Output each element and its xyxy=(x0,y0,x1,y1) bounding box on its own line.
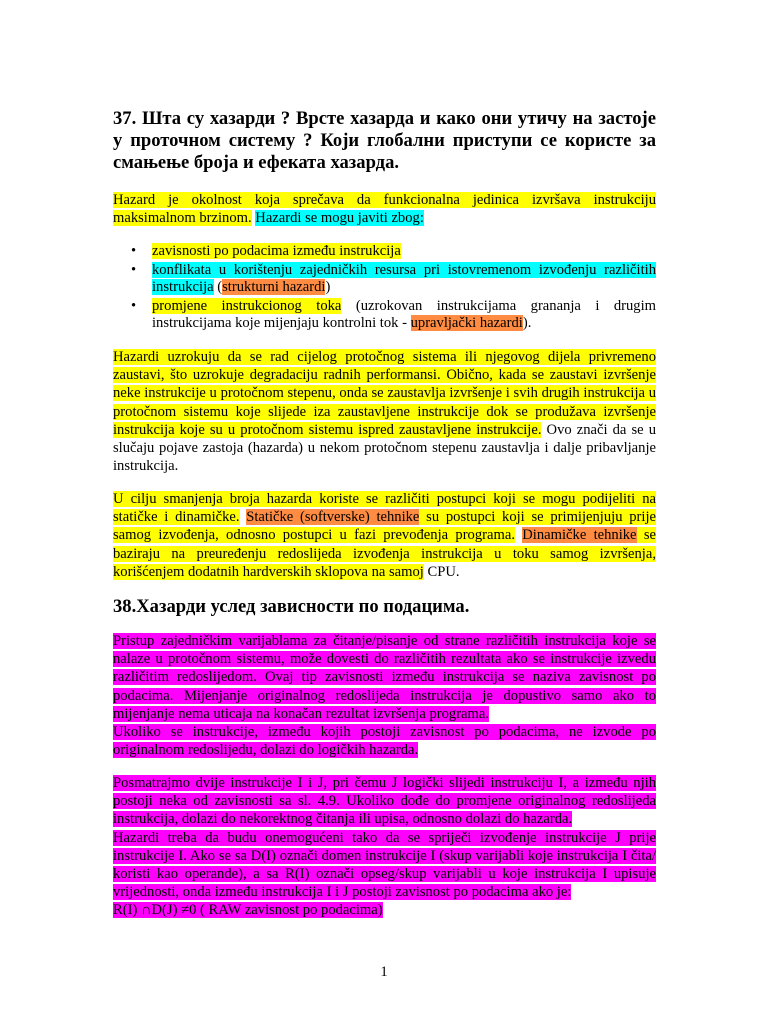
list-item: • promjene instrukcionog toka (uzrokovan instrukcijama grananja i drugim instrukcijama koje mijenjaju kontrolni tok - upravljački hazardi). xyxy=(131,297,656,331)
section-38-title: 38.Хазарди услед зависности по подацима. xyxy=(113,596,470,617)
bullet-icon: • xyxy=(131,261,137,278)
section-37-heading xyxy=(113,108,656,174)
intro-highlight-cyan: Hazardi se mogu javiti zbog: xyxy=(255,210,424,227)
section-38-paragraph-2: Posmatrajmo dvije instrukcije I i J, pri čemu J logički slijedi instrukciju I, a između njih postoji neka od zavisnosti sa sl. 4.9. Ukoliko dođe do promjene originalnog redoslijeda instrukcija, dolazi do nekorektnog čitanja ili upisa, odnosno dolazi do hazarda. Hazardi treba da budu onemogućeni tako da se spriječi izvođenje instrukcije J prije instrukcije I. Ako se sa D(I) označi domen instrukcije I (skup varijabli koje instrukcija I čita/ koristi kao operande), a sa R(I) označi opseg/skup varijabli u koje instrukcija I upisuje vrijednosti, onda između instrukcija I i J postoji zavisnost po podacima ako je: R(I) ∩D(J) ≠0 ( RAW zavisnost po podacima) xyxy=(113,775,656,919)
section-37-paragraph-3: U cilju smanjenja broja hazarda koriste se različiti postupci koji se mogu podijeliti na statičke i dinamičke. Statičke (softverske) tehnike su postupci koji se primijenjuju prije samog izvođenja, odnosno postupci u fazi prevođenja programa. Dinamičke tehnike se baziraju na preuređenju redoslijeda izvođenja instrukcija u toku samog izvršenja, korišćenjem dodatnih hardverskih sklopova na samoj CPU. xyxy=(113,491,656,580)
section-38-heading xyxy=(113,596,656,618)
section-38-paragraph-1: Pristup zajedničkim varijablama za čitanje/pisanje od strane različitih instrukcija koje se nalaze u protočnom sistemu, može dovesti do različitih rezultata ako se instrukcije izvedu različitim redoslijedom. Ovaj tip zavisnosti između instrukcija se naziva zavisnost po podacima. Mijenjanje originalnog redoslijeda instrukcija je dopustivo samo ako to mijenjanje nema uticaja na konačan rezultat izvršenja programa. Ukoliko se instrukcije, između kojih postoji zavisnost po podacima, ne izvode po originalnom redoslijedu, dolazi do logičkih hazarda. xyxy=(113,633,656,759)
static-techniques-label: Statičke (softverske) tehnike xyxy=(246,509,420,526)
list-item: • zavisnosti po podacima između instrukcija xyxy=(131,243,401,259)
list-item: • konflikata u korištenju zajedničkih resursa pri istovremenom izvođenju različitih instrukcija (strukturni hazardi) xyxy=(131,261,656,295)
control-hazards-label: upravljački hazardi xyxy=(410,315,523,331)
bullet-icon: • xyxy=(131,243,137,259)
dynamic-techniques-label: Dinamičke tehnike xyxy=(522,527,637,544)
section-37-paragraph-2: Hazardi uzrokuju da se rad cijelog protočnog sistema ili njegovog dijela privremeno zaustavi, što uzrokuje degradaciju radnih performansi. Obično, kada se zaustavi izvršenje neke instrukcije u protočnom stepenu, onda se zaustavlja izvršenje i svih drugih instrukcija u protočnom sistemu koje slijede iza zaustavljene instrukcije dok se produžava izvršenje instrukcija koje su u protočnom sistemu ispred zaustavljene instrukcije. Ovo znači da se u slučaju pojave zastoja (hazarda) u nekom protočnom stepenu zaustavlja i dalje pribavljanje instrukcija. xyxy=(113,349,656,475)
bullet-icon: • xyxy=(131,297,137,314)
page-number: 1 xyxy=(380,964,388,980)
raw-dependency-formula: R(I) ∩D(J) ≠0 ( RAW zavisnost po podacima) xyxy=(113,902,383,919)
intro-highlight-yellow: Hazard je okolnost koja sprečava da funkcionalna jedinica izvršava instrukciju maksimalnom brzinom. xyxy=(113,192,656,227)
structural-hazards-label: strukturni hazardi xyxy=(222,279,326,295)
hazard-causes-list xyxy=(113,243,656,334)
section-37-intro xyxy=(113,191,656,227)
section-37-title: 37. Шта су хазарди ? Врсте хазарда и како они утичу на застоје у проточном систему ? Који глобални приступи се користе за смањење броја и ефеката хазарда. xyxy=(113,108,656,173)
